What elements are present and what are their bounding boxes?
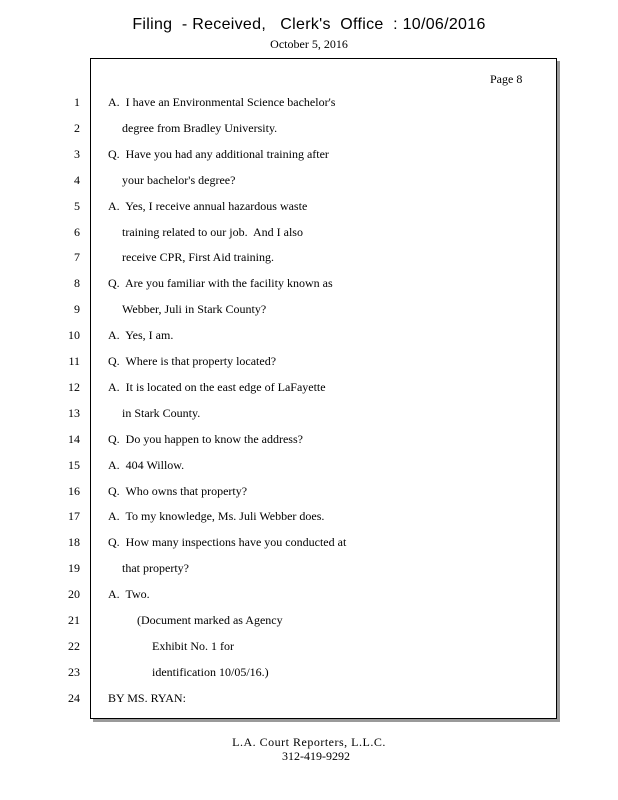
line-number: 14 [68, 432, 80, 446]
page-number: Page 8 [490, 72, 523, 86]
line-number: 16 [68, 484, 80, 498]
reporter-company: L.A. Court Reporters, L.L.C. [232, 735, 386, 749]
line-number: 24 [68, 691, 80, 705]
line-number: 21 [68, 613, 80, 627]
line-text: Q. Who owns that property? [108, 484, 248, 498]
line-number: 10 [68, 328, 80, 342]
line-text: A. Two. [108, 587, 150, 601]
line-number: 11 [68, 354, 80, 368]
filing-stamp: Filing - Received, Clerk's Office : 10/06/2016 [132, 16, 486, 33]
line-text: A. Yes, I receive annual hazardous waste [108, 199, 308, 213]
line-text: in Stark County. [122, 406, 201, 420]
line-number: 23 [68, 665, 80, 679]
line-text: degree from Bradley University. [122, 121, 278, 135]
line-text: Q. Have you had any additional training after [108, 147, 329, 161]
line-number: 6 [74, 225, 80, 239]
line-number: 12 [68, 380, 80, 394]
line-text: BY MS. RYAN: [108, 691, 186, 705]
line-number: 22 [68, 639, 80, 653]
line-text: Exhibit No. 1 for [152, 639, 234, 653]
line-number: 2 [74, 121, 80, 135]
line-text: A. It is located on the east edge of LaFayette [108, 380, 326, 394]
line-text: training related to our job. And I also [122, 225, 303, 239]
line-number: 15 [68, 458, 80, 472]
line-number: 9 [74, 302, 80, 316]
line-text: Q. Where is that property located? [108, 354, 277, 368]
line-text: Q. Are you familiar with the facility known as [108, 276, 333, 290]
line-text: your bachelor's degree? [122, 173, 236, 187]
deposition-date: October 5, 2016 [270, 37, 348, 51]
line-text: that property? [122, 561, 189, 575]
line-number: 3 [74, 147, 80, 161]
line-number: 5 [74, 199, 80, 213]
line-number: 13 [68, 406, 80, 420]
line-number: 7 [74, 250, 80, 264]
line-text: A. I have an Environmental Science bachelor's [108, 95, 336, 109]
reporter-phone: 312-419-9292 [282, 749, 350, 763]
line-number: 1 [74, 95, 80, 109]
line-text: A. Yes, I am. [108, 328, 174, 342]
line-text: (Document marked as Agency [137, 613, 283, 627]
line-text: Q. How many inspections have you conducted at [108, 535, 347, 549]
line-text: receive CPR, First Aid training. [122, 250, 274, 264]
line-text: Webber, Juli in Stark County? [122, 302, 267, 316]
line-number: 4 [74, 173, 80, 187]
line-number: 17 [68, 509, 80, 523]
line-text: A. 404 Willow. [108, 458, 185, 472]
line-text: identification 10/05/16.) [152, 665, 269, 679]
line-number: 20 [68, 587, 80, 601]
line-text: Q. Do you happen to know the address? [108, 432, 303, 446]
line-number: 18 [68, 535, 80, 549]
line-number: 8 [74, 276, 80, 290]
line-number: 19 [68, 561, 80, 575]
line-text: A. To my knowledge, Ms. Juli Webber does. [108, 509, 325, 523]
